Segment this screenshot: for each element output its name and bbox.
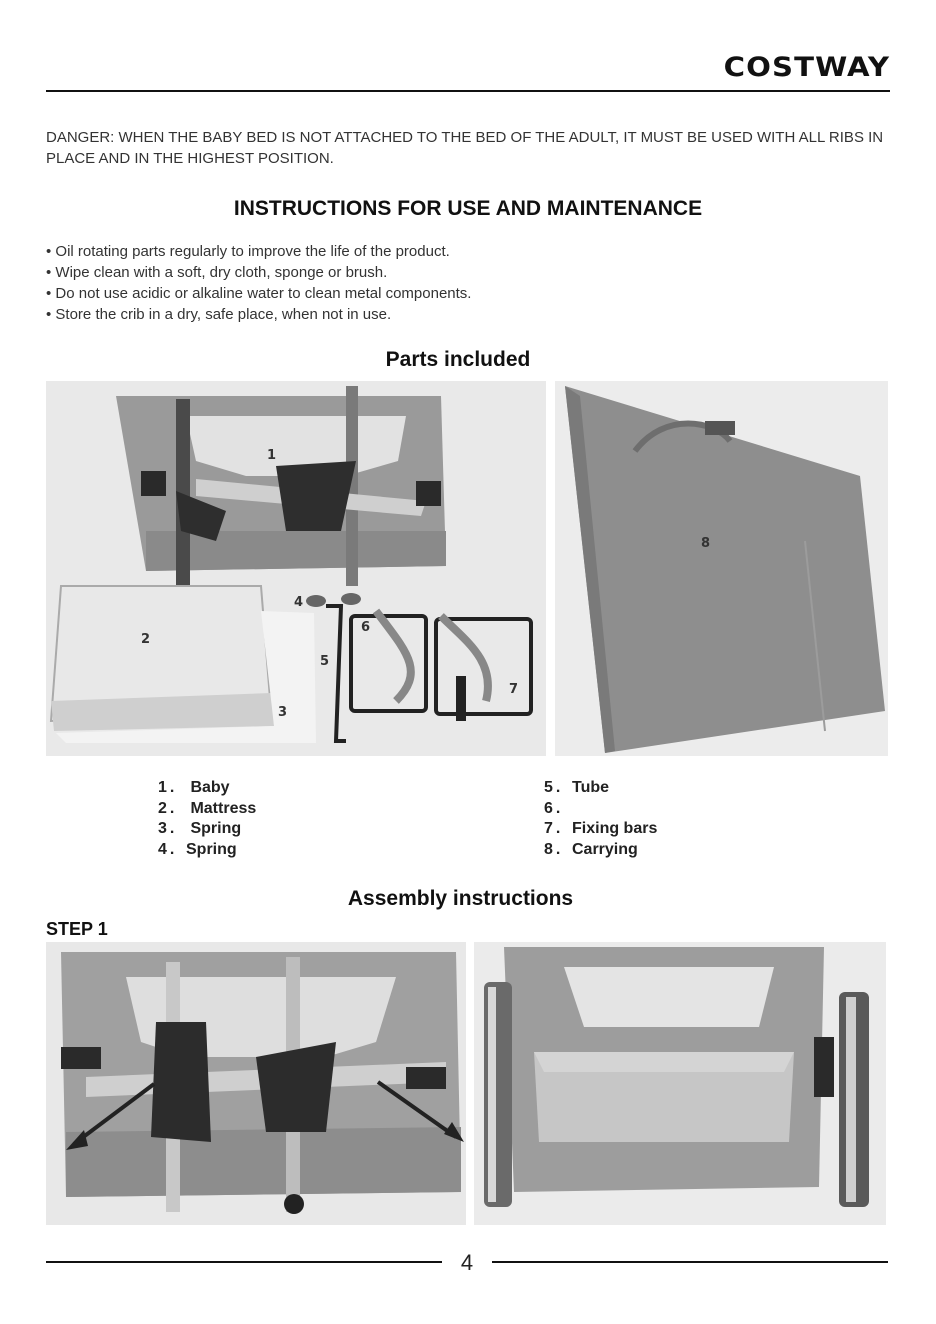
step1-illustration-right [474,942,886,1225]
parts-list-left [158,778,256,860]
footer-rule-right [492,1261,888,1263]
parts-illustration [46,381,546,756]
step1-photo-right [474,942,886,1225]
step1-photo-left [46,942,466,1225]
callout-label: 8 [701,536,711,551]
part-number: 6. [544,799,564,817]
header-rule [46,90,890,92]
brand-logo: COSTWAY [723,52,890,83]
list-item [544,840,657,861]
part-number: 5. [544,779,564,796]
part-number: 8. [544,840,564,858]
part-name: Tube [572,779,610,796]
callout-label: 7 [509,682,519,697]
list-item: • Do not use acidic or alkaline water to clean metal components. [46,283,471,304]
danger-warning: DANGER: WHEN THE BABY BED IS NOT ATTACHED TO THE BED OF THE ADULT, IT MUST BE USED WITH ALL RIBS IN PLACE AND IN THE HIGHEST POSITION. [46,129,884,167]
parts-photo [46,381,546,756]
list-item: • Wipe clean with a soft, dry cloth, sponge or brush. [46,262,471,283]
part-number: 2. [158,799,178,817]
part-name: Mattress [190,799,257,817]
list-item [544,799,657,820]
list-item [158,799,256,820]
carry-bag-illustration [555,381,888,756]
list-item: • Oil rotating parts regularly to improve the life of the product. [46,241,471,262]
parts-heading: Parts included [385,348,531,371]
list-item [158,819,256,840]
callout-label: 1 [267,448,277,463]
part-name: Baby [190,779,230,796]
footer-rule-left [46,1261,442,1263]
part-number: 3. [158,820,178,837]
part-name: Spring [186,840,237,858]
parts-list-right [544,778,657,860]
page-number: 4 [460,1250,474,1275]
callout-label: 3 [278,705,288,720]
part-number: 1. [158,779,178,796]
list-item: • Store the crib in a dry, safe place, when not in use. [46,304,471,325]
callout-label: 2 [141,632,151,647]
part-number: 4. [158,840,178,858]
list-item [544,778,657,799]
step-heading: STEP 1 [46,919,108,939]
maintenance-list [46,241,471,325]
callout-label: 4 [294,595,304,610]
part-name: Fixing bars [572,820,658,837]
instructions-heading: INSTRUCTIONS FOR USE AND MAINTENANCE [233,197,703,220]
step1-illustration-left [46,942,466,1225]
list-item [158,778,256,799]
callout-label: 6 [361,620,371,635]
carry-bag-photo [555,381,888,756]
callout-label: 5 [320,654,330,669]
part-number: 7. [544,820,564,837]
part-name: Spring [190,820,242,837]
assembly-heading: Assembly instructions [347,887,574,910]
list-item [158,840,256,861]
list-item [544,819,657,840]
part-name: Carrying [572,840,638,858]
